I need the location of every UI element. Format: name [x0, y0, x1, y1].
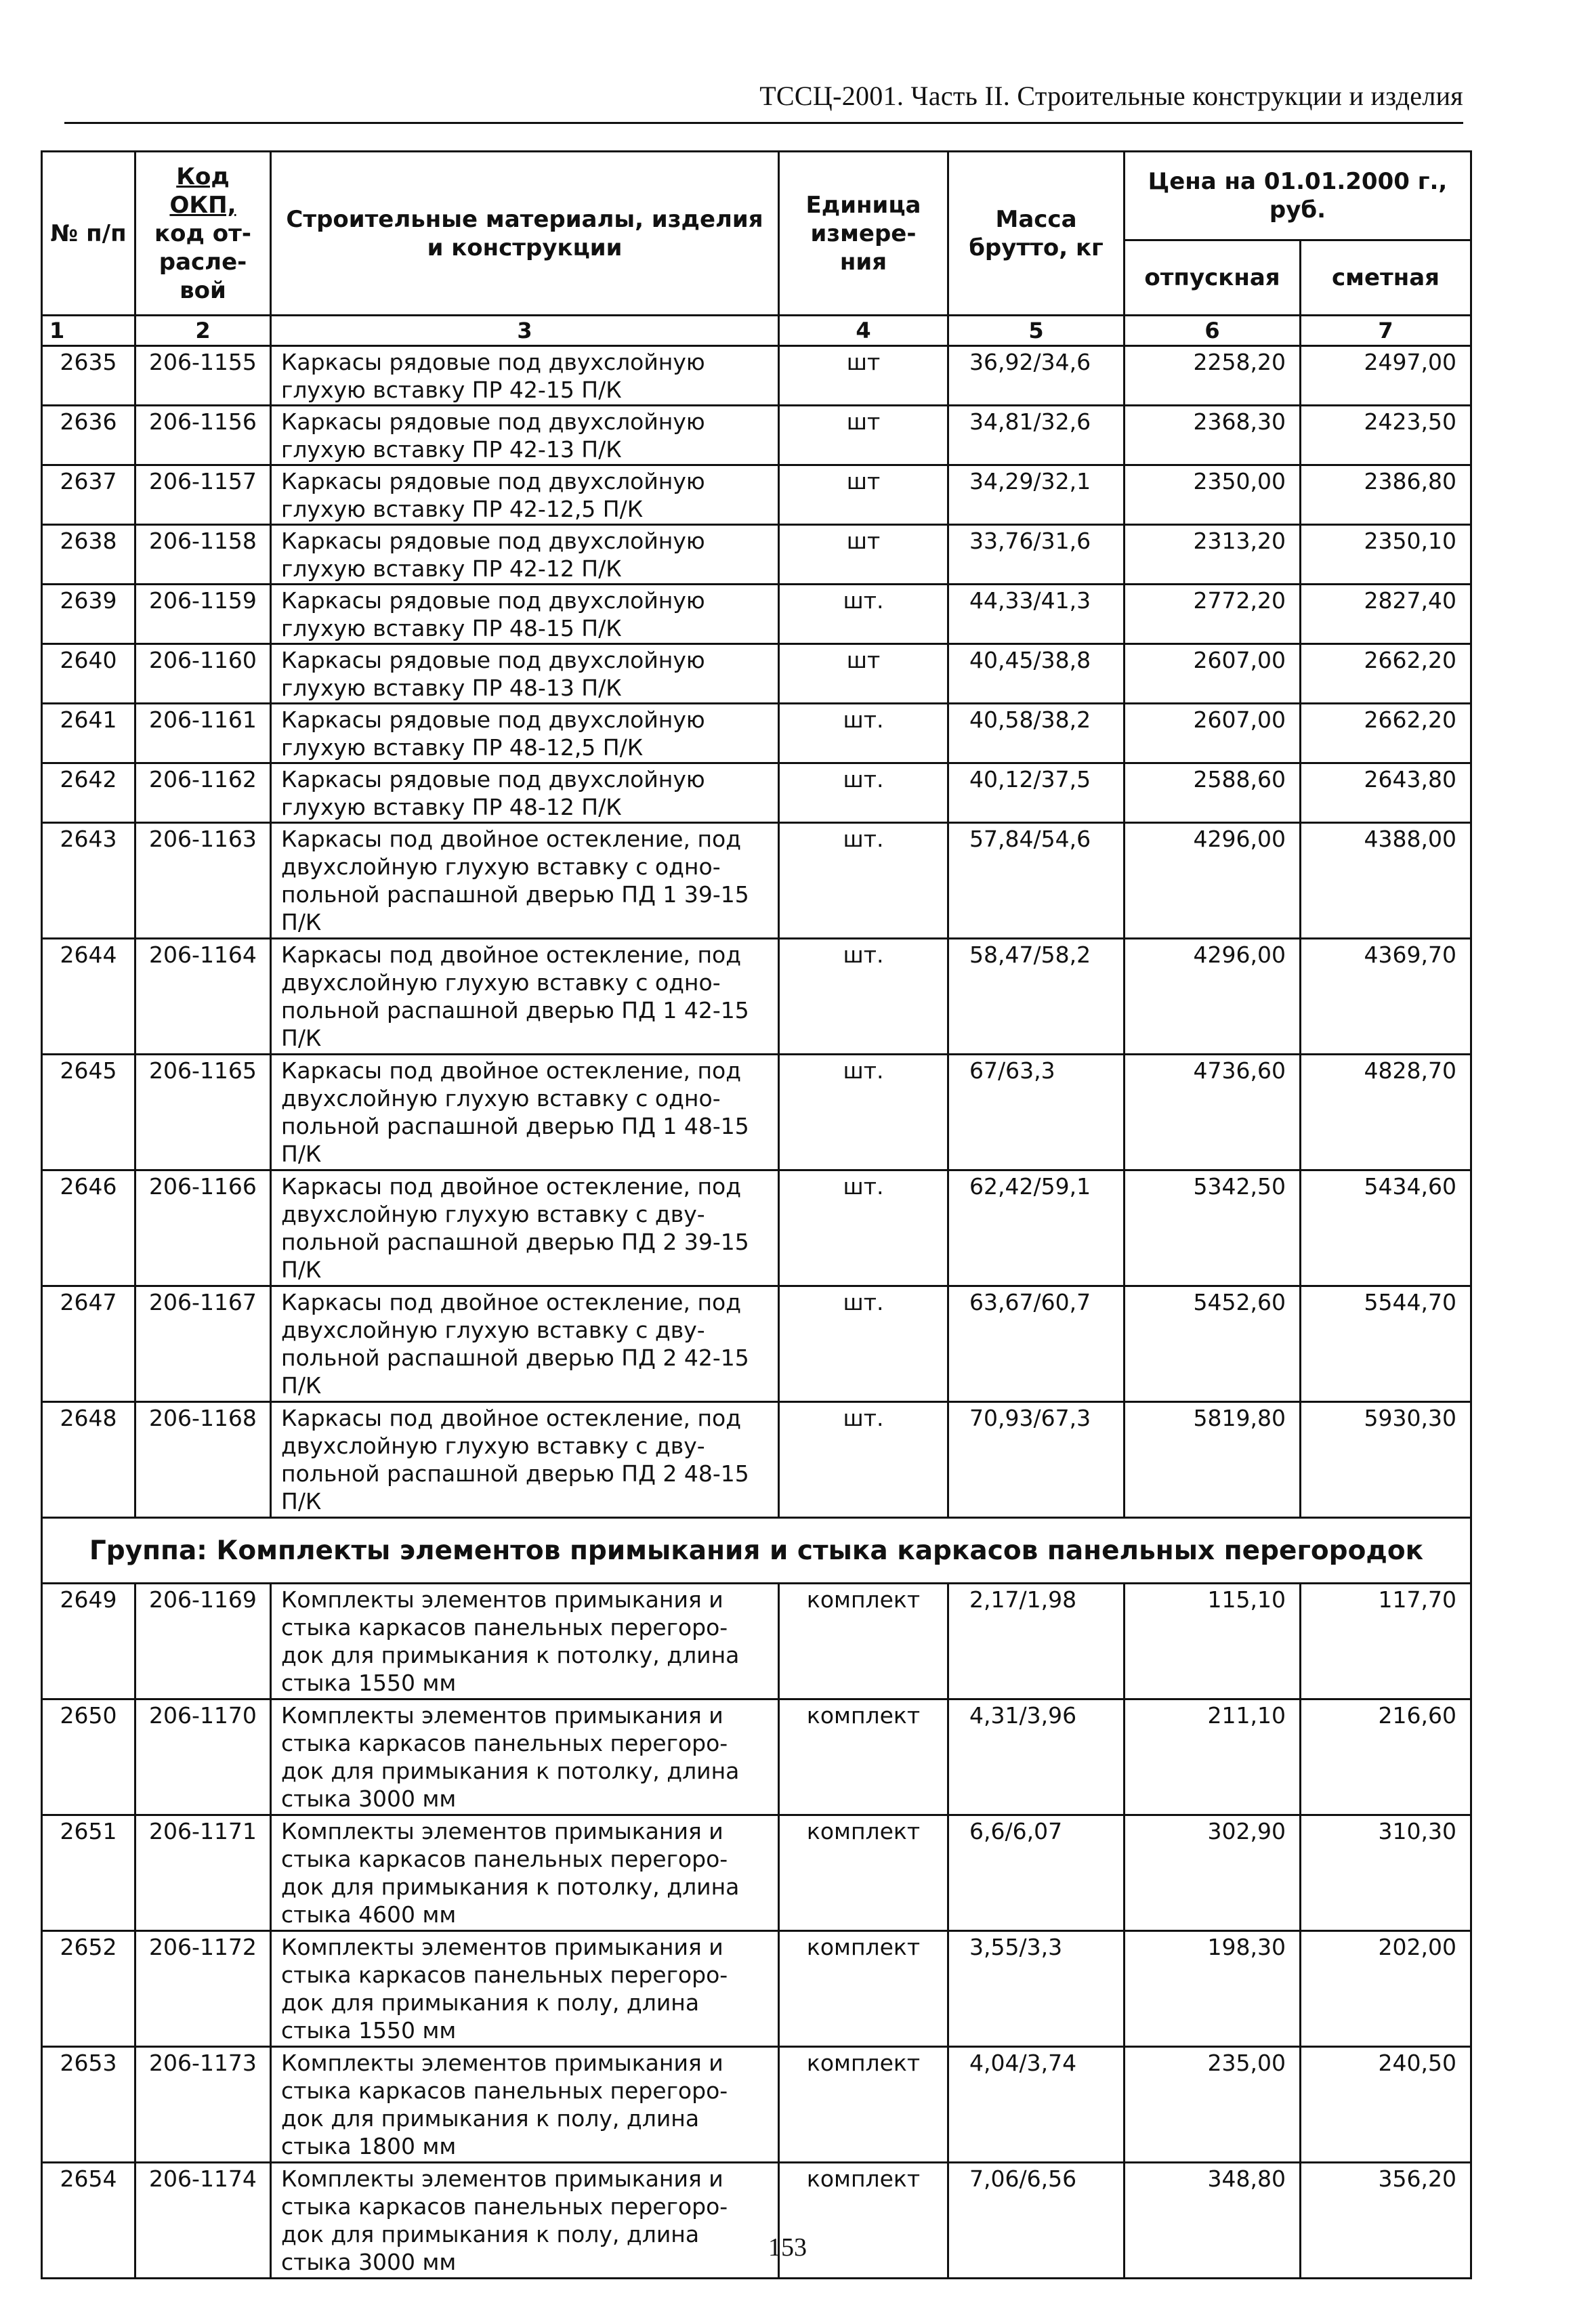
column-number: 7	[1301, 316, 1471, 346]
row-mass: 6,6/6,07	[948, 1815, 1125, 1931]
row-estimate-price: 4828,70	[1301, 1055, 1471, 1170]
row-number: 2652	[42, 1931, 135, 2047]
row-estimate-price: 240,50	[1301, 2047, 1471, 2163]
row-name: Каркасы под двойное остекление, под двухслойную глухую вставку с дву- польной распашной дверью ПД 2 48-15 П/К	[271, 1402, 779, 1518]
row-unit: комплект	[779, 2163, 948, 2279]
row-unit: шт.	[779, 823, 948, 939]
row-estimate-price: 2662,20	[1301, 644, 1471, 704]
row-name: Каркасы рядовые под двухслойную глухую вставку ПР 48-12 П/К	[271, 763, 779, 823]
row-mass: 40,58/38,2	[948, 704, 1125, 763]
table-row	[42, 939, 1471, 1055]
row-number: 2651	[42, 1815, 135, 1931]
row-mass: 36,92/34,6	[948, 346, 1125, 406]
table-row	[42, 1055, 1471, 1170]
row-estimate-price: 2423,50	[1301, 406, 1471, 465]
col-num-header: № п/п	[42, 152, 135, 316]
table-row	[42, 406, 1471, 465]
row-unit: комплект	[779, 1815, 948, 1931]
row-name: Комплекты элементов примыкания и стыка каркасов панельных перегоро- док для примыкания к полу, длина стыка 3000 мм	[271, 2163, 779, 2279]
row-number: 2646	[42, 1170, 135, 1286]
row-release-price: 2607,00	[1125, 644, 1301, 704]
row-unit: шт	[779, 465, 948, 525]
row-unit: шт.	[779, 704, 948, 763]
row-release-price: 5819,80	[1125, 1402, 1301, 1518]
table-row	[42, 346, 1471, 406]
table-row	[42, 1584, 1471, 1699]
column-number: 2	[135, 316, 271, 346]
row-unit: шт.	[779, 1286, 948, 1402]
row-unit: комплект	[779, 1699, 948, 1815]
table-row	[42, 763, 1471, 823]
table-row	[42, 1286, 1471, 1402]
row-unit: шт.	[779, 763, 948, 823]
row-estimate-price: 4369,70	[1301, 939, 1471, 1055]
row-release-price: 2313,20	[1125, 525, 1301, 585]
table-row	[42, 585, 1471, 644]
table-row	[42, 2047, 1471, 2163]
row-mass: 33,76/31,6	[948, 525, 1125, 585]
row-name: Комплекты элементов примыкания и стыка каркасов панельных перегоро- док для примыкания к полу, длина стыка 1800 мм	[271, 2047, 779, 2163]
row-release-price: 2258,20	[1125, 346, 1301, 406]
row-mass: 34,29/32,1	[948, 465, 1125, 525]
row-number: 2635	[42, 346, 135, 406]
row-number: 2644	[42, 939, 135, 1055]
row-name: Комплекты элементов примыкания и стыка каркасов панельных перегоро- док для примыкания к потолку, длина стыка 4600 мм	[271, 1815, 779, 1931]
row-number: 2645	[42, 1055, 135, 1170]
row-code: 206-1169	[135, 1584, 271, 1699]
row-code: 206-1172	[135, 1931, 271, 2047]
row-name: Каркасы рядовые под двухслойную глухую вставку ПР 48-15 П/К	[271, 585, 779, 644]
col-unit-header: Единица измере- ния	[779, 152, 948, 316]
column-number: 5	[948, 316, 1125, 346]
row-code: 206-1161	[135, 704, 271, 763]
row-code: 206-1156	[135, 406, 271, 465]
row-code: 206-1155	[135, 346, 271, 406]
row-unit: комплект	[779, 1584, 948, 1699]
row-code: 206-1171	[135, 1815, 271, 1931]
row-unit: шт	[779, 346, 948, 406]
row-unit: комплект	[779, 1931, 948, 2047]
column-number: 1	[42, 316, 135, 346]
row-unit: шт.	[779, 1170, 948, 1286]
row-name: Каркасы рядовые под двухслойную глухую вставку ПР 48-13 П/К	[271, 644, 779, 704]
row-code: 206-1162	[135, 763, 271, 823]
table-row	[42, 465, 1471, 525]
row-estimate-price: 5544,70	[1301, 1286, 1471, 1402]
table-row	[42, 823, 1471, 939]
row-release-price: 2588,60	[1125, 763, 1301, 823]
row-code: 206-1167	[135, 1286, 271, 1402]
row-release-price: 211,10	[1125, 1699, 1301, 1815]
row-unit: шт.	[779, 939, 948, 1055]
row-name: Каркасы рядовые под двухслойную глухую вставку ПР 42-12 П/К	[271, 525, 779, 585]
row-name: Каркасы под двойное остекление, под двухслойную глухую вставку с дву- польной распашной дверью ПД 2 42-15 П/К	[271, 1286, 779, 1402]
table-row	[42, 1815, 1471, 1931]
row-number: 2636	[42, 406, 135, 465]
table-row	[42, 1931, 1471, 2047]
row-name: Каркасы под двойное остекление, под двухслойную глухую вставку с дву- польной распашной дверью ПД 2 39-15 П/К	[271, 1170, 779, 1286]
row-release-price: 348,80	[1125, 2163, 1301, 2279]
row-estimate-price: 5930,30	[1301, 1402, 1471, 1518]
row-estimate-price: 2662,20	[1301, 704, 1471, 763]
row-estimate-price: 5434,60	[1301, 1170, 1471, 1286]
row-code: 206-1170	[135, 1699, 271, 1815]
running-title: ТССЦ-2001. Часть II. Строительные конструкции и изделия	[759, 81, 1463, 111]
row-unit: шт	[779, 525, 948, 585]
row-mass: 4,31/3,96	[948, 1699, 1125, 1815]
row-release-price: 198,30	[1125, 1931, 1301, 2047]
row-mass: 34,81/32,6	[948, 406, 1125, 465]
row-estimate-price: 2643,80	[1301, 763, 1471, 823]
row-number: 2654	[42, 2163, 135, 2279]
row-unit: шт	[779, 644, 948, 704]
col-code-header: Код ОКП, код от- расле- вой	[135, 152, 271, 316]
row-release-price: 4296,00	[1125, 823, 1301, 939]
row-mass: 3,55/3,3	[948, 1931, 1125, 2047]
row-number: 2641	[42, 704, 135, 763]
table-row	[42, 1402, 1471, 1518]
row-code: 206-1157	[135, 465, 271, 525]
row-estimate-price: 202,00	[1301, 1931, 1471, 2047]
row-code: 206-1164	[135, 939, 271, 1055]
col-mass-header: Масса брутто, кг	[948, 152, 1125, 316]
row-unit: комплект	[779, 2047, 948, 2163]
row-name: Каркасы рядовые под двухслойную глухую вставку ПР 42-13 П/К	[271, 406, 779, 465]
row-unit: шт	[779, 406, 948, 465]
row-number: 2647	[42, 1286, 135, 1402]
row-release-price: 4736,60	[1125, 1055, 1301, 1170]
row-number: 2638	[42, 525, 135, 585]
row-mass: 40,12/37,5	[948, 763, 1125, 823]
row-unit: шт.	[779, 1402, 948, 1518]
row-name: Каркасы под двойное остекление, под двухслойную глухую вставку с одно- польной распашной дверью ПД 1 42-15 П/К	[271, 939, 779, 1055]
row-estimate-price: 2497,00	[1301, 346, 1471, 406]
row-code: 206-1168	[135, 1402, 271, 1518]
col-name-header: Строительные материалы, изделия и конструкции	[271, 152, 779, 316]
header-rule	[64, 122, 1463, 124]
row-mass: 67/63,3	[948, 1055, 1125, 1170]
row-release-price: 4296,00	[1125, 939, 1301, 1055]
row-number: 2637	[42, 465, 135, 525]
row-number: 2650	[42, 1699, 135, 1815]
row-mass: 63,67/60,7	[948, 1286, 1125, 1402]
row-release-price: 5452,60	[1125, 1286, 1301, 1402]
row-code: 206-1159	[135, 585, 271, 644]
row-estimate-price: 117,70	[1301, 1584, 1471, 1699]
row-release-price: 302,90	[1125, 1815, 1301, 1931]
row-code: 206-1173	[135, 2047, 271, 2163]
column-number: 6	[1125, 316, 1301, 346]
row-mass: 70,93/67,3	[948, 1402, 1125, 1518]
row-name: Каркасы рядовые под двухслойную глухую вставку ПР 48-12,5 П/К	[271, 704, 779, 763]
row-name: Комплекты элементов примыкания и стыка каркасов панельных перегоро- док для примыкания к полу, длина стыка 1550 мм	[271, 1931, 779, 2047]
row-name: Каркасы рядовые под двухслойную глухую вставку ПР 42-15 П/К	[271, 346, 779, 406]
table-row	[42, 525, 1471, 585]
row-name: Каркасы под двойное остекление, под двухслойную глухую вставку с одно- польной распашной дверью ПД 1 48-15 П/К	[271, 1055, 779, 1170]
row-release-price: 2607,00	[1125, 704, 1301, 763]
column-number: 3	[271, 316, 779, 346]
column-number: 4	[779, 316, 948, 346]
row-estimate-price: 310,30	[1301, 1815, 1471, 1931]
row-mass: 62,42/59,1	[948, 1170, 1125, 1286]
row-code: 206-1163	[135, 823, 271, 939]
row-number: 2639	[42, 585, 135, 644]
row-estimate-price: 356,20	[1301, 2163, 1471, 2279]
row-number: 2653	[42, 2047, 135, 2163]
price-table	[41, 150, 1472, 2279]
row-estimate-price: 4388,00	[1301, 823, 1471, 939]
group-row	[42, 1518, 1471, 1584]
row-code: 206-1160	[135, 644, 271, 704]
row-release-price: 115,10	[1125, 1584, 1301, 1699]
table-row	[42, 1699, 1471, 1815]
table-row	[42, 704, 1471, 763]
row-mass: 4,04/3,74	[948, 2047, 1125, 2163]
col-estimate-header: сметная	[1301, 240, 1471, 316]
col-release-header: отпускная	[1125, 240, 1301, 316]
row-name: Комплекты элементов примыкания и стыка каркасов панельных перегоро- док для примыкания к потолку, длина стыка 3000 мм	[271, 1699, 779, 1815]
row-release-price: 2772,20	[1125, 585, 1301, 644]
row-release-price: 2350,00	[1125, 465, 1301, 525]
table-row	[42, 1170, 1471, 1286]
row-unit: шт.	[779, 585, 948, 644]
row-estimate-price: 216,60	[1301, 1699, 1471, 1815]
row-number: 2643	[42, 823, 135, 939]
row-mass: 2,17/1,98	[948, 1584, 1125, 1699]
row-name: Каркасы рядовые под двухслойную глухую вставку ПР 42-12,5 П/К	[271, 465, 779, 525]
row-mass: 57,84/54,6	[948, 823, 1125, 939]
row-name: Каркасы под двойное остекление, под двухслойную глухую вставку с одно- польной распашной дверью ПД 1 39-15 П/К	[271, 823, 779, 939]
row-code: 206-1158	[135, 525, 271, 585]
row-code: 206-1174	[135, 2163, 271, 2279]
row-release-price: 2368,30	[1125, 406, 1301, 465]
column-number-row	[42, 316, 1471, 346]
row-number: 2640	[42, 644, 135, 704]
row-mass: 58,47/58,2	[948, 939, 1125, 1055]
row-number: 2649	[42, 1584, 135, 1699]
page-number: 153	[768, 2233, 807, 2262]
col-price-header: Цена на 01.01.2000 г., руб.	[1125, 152, 1471, 240]
row-code: 206-1166	[135, 1170, 271, 1286]
row-release-price: 5342,50	[1125, 1170, 1301, 1286]
row-estimate-price: 2386,80	[1301, 465, 1471, 525]
row-unit: шт.	[779, 1055, 948, 1170]
row-number: 2648	[42, 1402, 135, 1518]
row-release-price: 235,00	[1125, 2047, 1301, 2163]
row-number: 2642	[42, 763, 135, 823]
row-estimate-price: 2350,10	[1301, 525, 1471, 585]
row-mass: 7,06/6,56	[948, 2163, 1125, 2279]
row-name: Комплекты элементов примыкания и стыка каркасов панельных перегоро- док для примыкания к потолку, длина стыка 1550 мм	[271, 1584, 779, 1699]
row-code: 206-1165	[135, 1055, 271, 1170]
group-title: Группа: Комплекты элементов примыкания и стыка каркасов панельных перегородок	[42, 1518, 1471, 1584]
row-mass: 40,45/38,8	[948, 644, 1125, 704]
table-row	[42, 644, 1471, 704]
row-estimate-price: 2827,40	[1301, 585, 1471, 644]
row-mass: 44,33/41,3	[948, 585, 1125, 644]
